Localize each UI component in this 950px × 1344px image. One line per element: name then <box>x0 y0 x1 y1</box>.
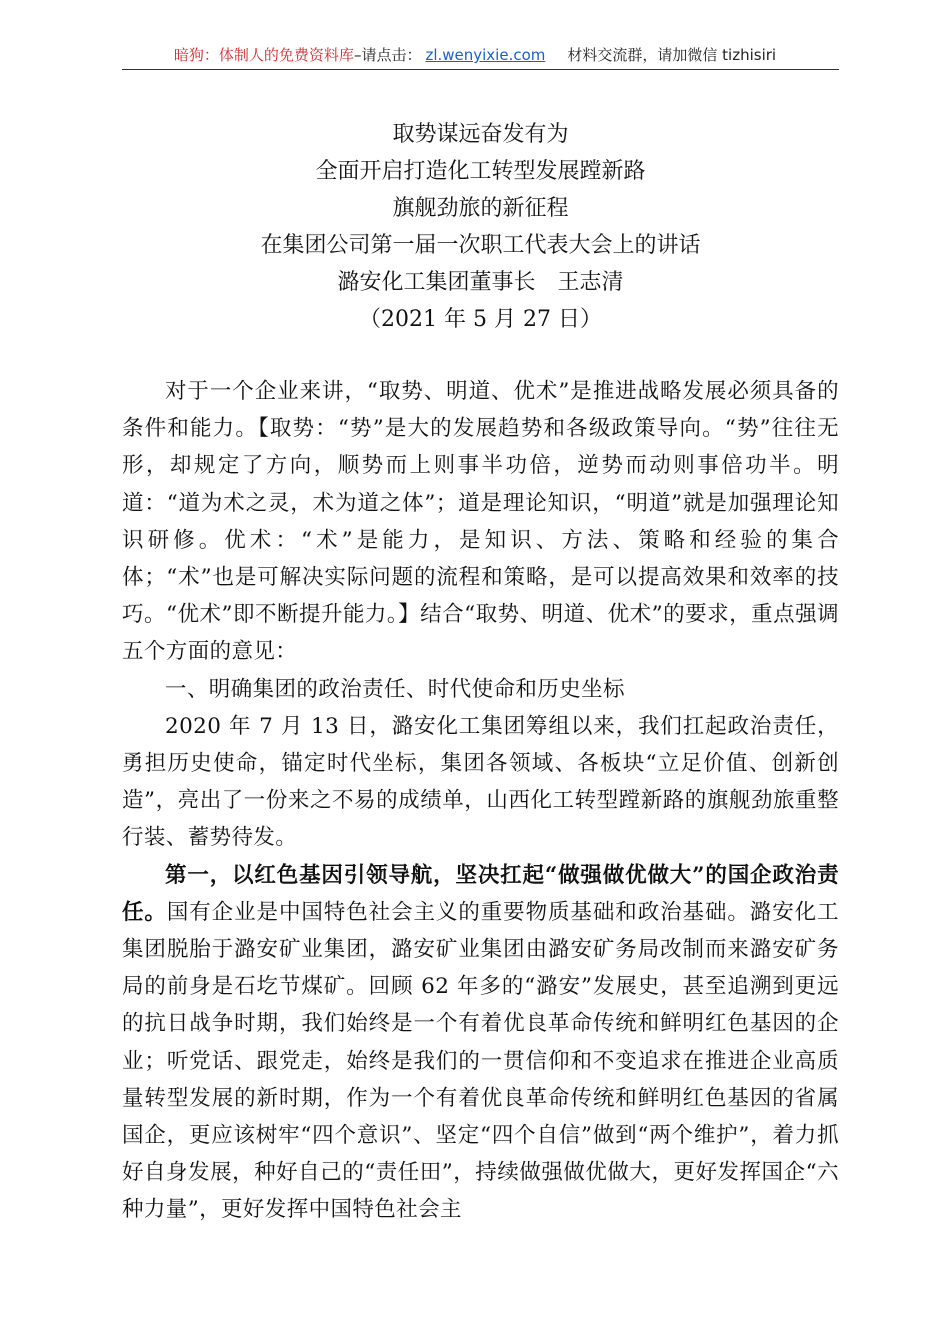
paragraph-overview: 2020 年 7 月 13 日，潞安化工集团筹组以来，我们扛起政治责任，勇担历史使命，锚定时代坐标，集团各领域、各板块“立足价值、创新创造”，亮出了一份来之不易的成绩单，山西化工转型蹚新路的旗舰劲旅重整行装、蓄势待发。 <box>122 713 839 851</box>
speaker-line: 潞安化工集团董事长 王志清 <box>337 270 624 295</box>
header-divider <box>122 69 839 70</box>
title-line-1: 取势谋远奋发有为 <box>392 122 569 147</box>
title-line-3: 旗舰劲旅的新征程 <box>392 196 569 221</box>
section-heading-1: 一、明确集团的政治责任、时代使命和历史坐标 <box>165 676 625 702</box>
first-point-lead: 第一，以红色基因引领导航，坚决扛起“做强做优做大”的国企政治责任。 <box>122 862 839 925</box>
paragraph-intro: 对于一个企业来讲，“取势、明道、优术”是推进战略发展必须具备的条件和能力。【取势：“势”是大的发展趋势和各级政策导向。“势”往往无形，却规定了方向，顺势而上则事半功倍，逆势而动则事倍功半。明道：“道为术之灵，术为道之体”；道是理论知识，“明道”就是加强理论知识研修。优术：“术”是能力，是知识、方法、策略和经验的集合体；“术”也是可解决实际问题的流程和策略，是可以提高效果和效率的技巧。“优术”即不断提升能力。】结合“取势、明道、优术”的要求，重点强调五个方面的意见： <box>122 379 839 665</box>
document-body <box>122 373 839 1229</box>
title-block <box>122 116 839 338</box>
date-line: （2021 年 5 月 27 日） <box>359 307 602 332</box>
header-brand: 暗狗：体制人的免费资料库 <box>173 46 354 64</box>
paragraph-first-point <box>122 857 839 1229</box>
header-link[interactable]: zl.wenyixie.com <box>425 46 546 64</box>
title-line-2: 全面开启打造化工转型发展蹚新路 <box>315 159 646 184</box>
first-point-text: 国有企业是中国特色社会主义的重要物质基础和政治基础。潞安化工集团脱胎于潞安矿业集团，潞安矿业集团由潞安矿务局改制而来潞安矿务局的前身是石圪节煤矿。回顾 62 年多的“潞安”发展史，甚至追溯到更远的抗日战争时期，我们始终是一个有着优良革命传统和鲜明红色基因的企业；听党话、跟党走，始终是我们的一贯信仰和不变追求在推进企业高质量转型发展的新时期，作为一个有着优良革命传统和鲜明红色基因的省属国企，更应该树牢“四个意识”、坚定“四个自信”做到“两个维护”，着力抓好自身发展，种好自己的“责任田”，持续做强做优做大，更好发挥国企“六种力量”，更好发挥中国特色社会主 <box>122 899 839 1223</box>
page-header <box>0 44 950 66</box>
header-wechat: 材料交流群，请加微信 tizhisiri <box>567 46 777 64</box>
header-prompt: –请点击： <box>353 46 422 64</box>
title-line-4: 在集团公司第一届一次职工代表大会上的讲话 <box>260 233 701 258</box>
